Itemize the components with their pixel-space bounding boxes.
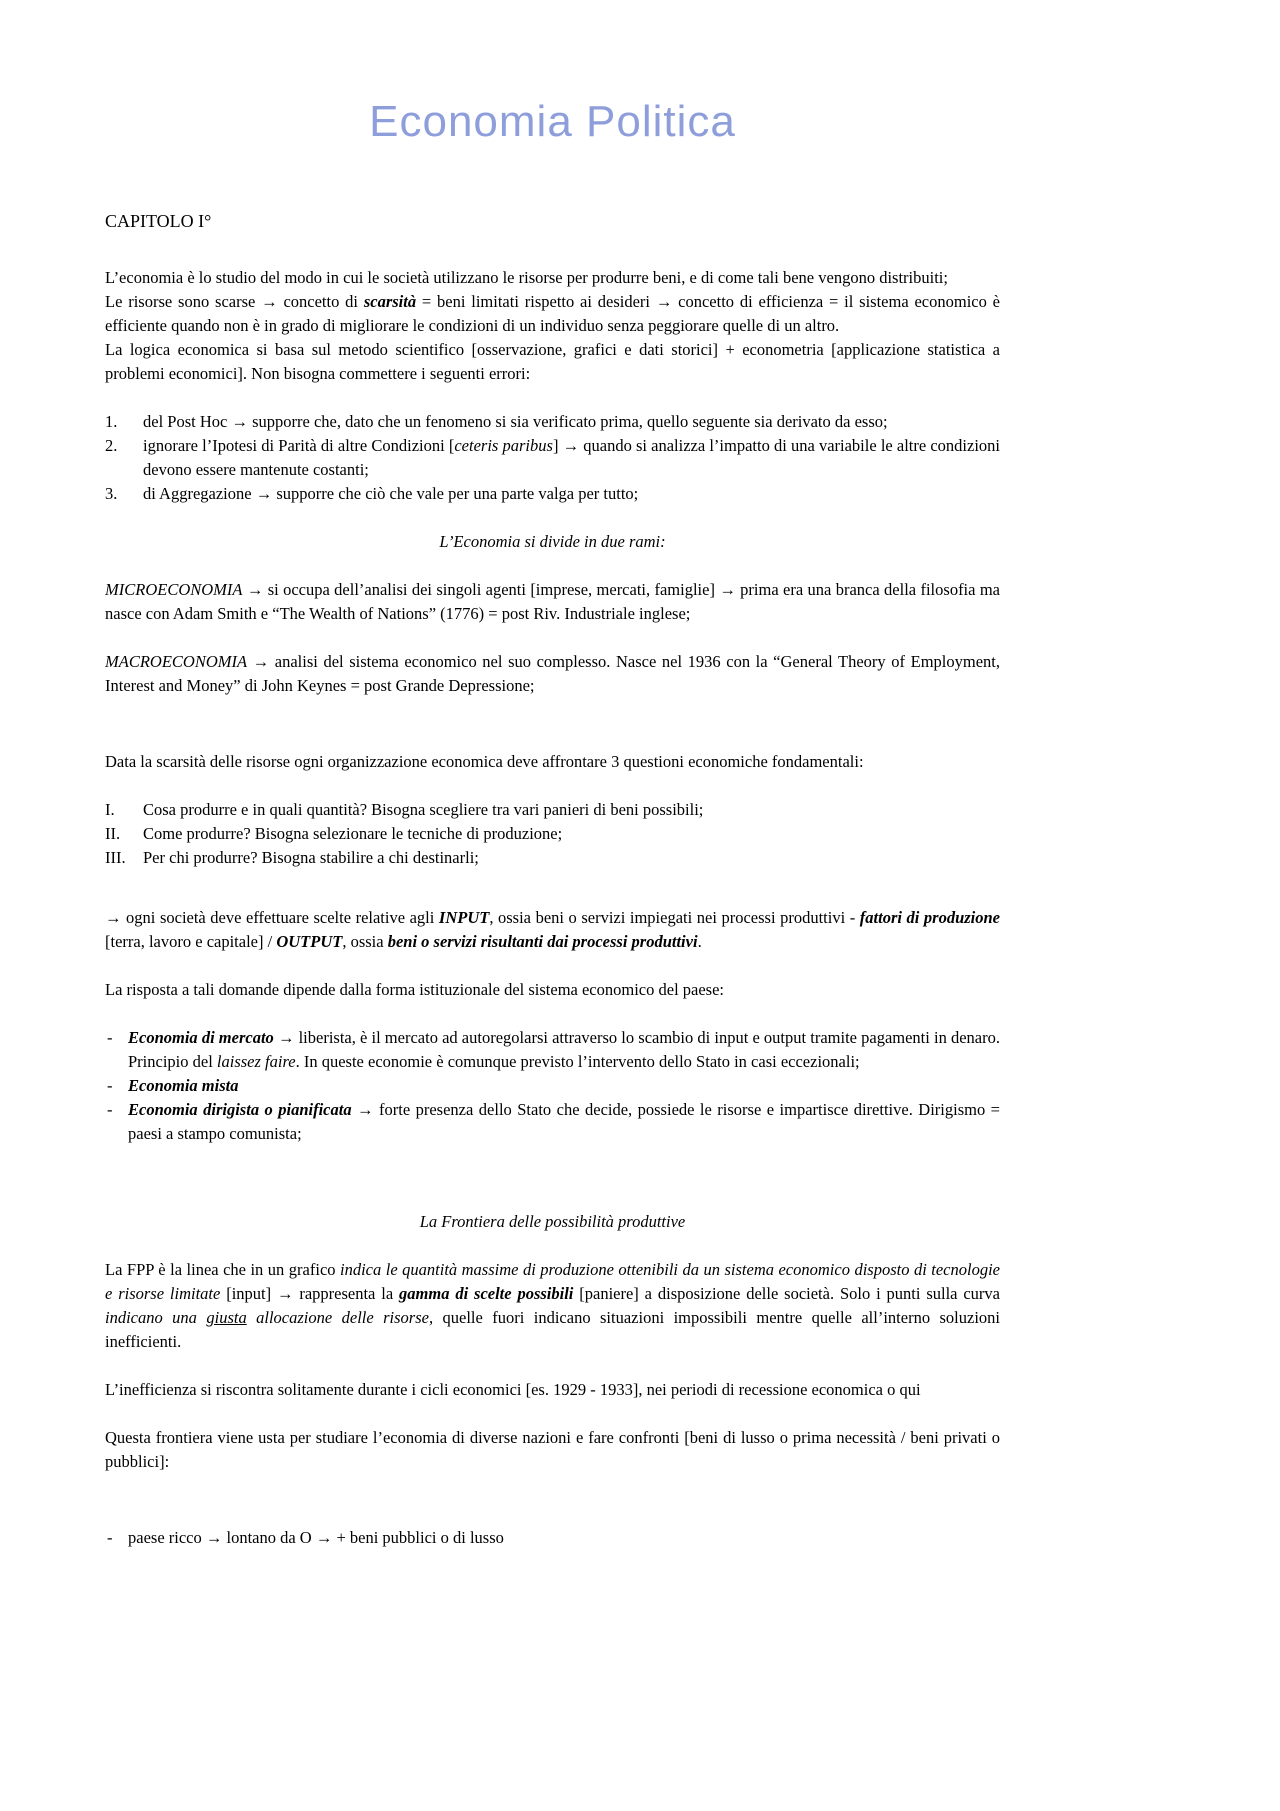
text-run: La FPP è la linea che in un grafico: [105, 1259, 341, 1279]
list-marker: 2.: [105, 435, 118, 455]
error-list-item-1: [105, 410, 1000, 434]
question-item-2: [105, 822, 1000, 846]
text-run: . In queste economie è comunque previsto l’intervento dello Stato in casi eccezionali;: [295, 1051, 860, 1071]
economy-type-item-1: [105, 1026, 1000, 1074]
section-heading-fpp: La Frontiera delle possibilità produttive: [419, 1211, 686, 1231]
emphasis-run: indicano una: [105, 1307, 207, 1327]
text-run: Cosa produrre e in quali quantità? Bisogna scegliere tra vari panieri di beni possibili;: [143, 799, 704, 819]
list-marker: -: [107, 1099, 113, 1119]
list-marker: III.: [105, 847, 126, 867]
fpp-paragraph: [105, 1258, 1000, 1354]
emphasis-run: INPUT: [438, 907, 490, 927]
text-run: , ossia beni o servizi impiegati nei processi produttivi -: [489, 907, 860, 927]
text-run: [input] → rappresenta la: [220, 1283, 400, 1303]
emphasis-run: Economia dirigista o pianificata: [128, 1099, 352, 1119]
emphasis-run: MICROECONOMIA: [105, 579, 243, 599]
microeconomia-paragraph: [105, 578, 1000, 626]
text-run: → liberista, è il mercato ad autoregolarsi attraverso lo scambio di input e output tramite pagamenti in denaro. Principio del: [128, 1027, 1000, 1071]
error-list-item-3: [105, 482, 1000, 506]
list-marker: -: [107, 1027, 113, 1047]
text-run: → si occupa dell’analisi dei singoli agenti [imprese, mercati, famiglie] → prima era una branca della filosofia ma nasce con Adam Smith e “The Wealth of Nations” (1776) = post Riv. Industriale inglese;: [105, 579, 1000, 623]
text-run: Per chi produrre? Bisogna stabilire a chi destinarli;: [143, 847, 479, 867]
list-marker: -: [107, 1075, 113, 1095]
document-title: Economia Politica: [369, 97, 736, 146]
text-run: paese ricco → lontano da O → + beni pubblici o di lusso: [128, 1527, 504, 1547]
text-run: ignorare l’Ipotesi di Parità di altre Condizioni [: [143, 435, 455, 455]
method-paragraph: La logica economica si basa sul metodo scientifico [osservazione, grafici e dati storici] + econometria [applicazione statistica a problemi economici]. Non bisogna commettere i seguenti errori:: [105, 339, 1000, 383]
question-item-1: [105, 798, 1000, 822]
economy-types-list: [105, 1026, 1000, 1146]
text-run: → analisi del sistema economico nel suo complesso. Nasce nel 1936 con la “General Theory of Employment, Interest and Money” di John Keynes = post Grande Depressione;: [105, 651, 1000, 695]
emphasis-run: Economia mista: [128, 1075, 239, 1095]
emphasis-run: allocazione delle risorse: [246, 1307, 429, 1327]
text-run: .: [697, 931, 702, 951]
economy-type-item-3: [105, 1098, 1000, 1146]
emphasis-run: ceteris paribus: [454, 435, 553, 455]
text-run: Le risorse sono scarse → concetto di: [105, 291, 364, 311]
economy-type-item-2: [105, 1074, 1000, 1098]
text-run: del Post Hoc → supporre che, dato che un fenomeno si sia verificato prima, quello seguente sia derivato da esso;: [143, 411, 888, 431]
text-run: Come produrre? Bisogna selezionare le tecniche di produzione;: [143, 823, 563, 843]
emphasis-run: gamma di scelte possibili: [399, 1283, 574, 1303]
underlined-emphasis-run: giusta: [206, 1307, 247, 1327]
list-marker: II.: [105, 823, 121, 843]
input-output-paragraph: [105, 906, 1000, 954]
error-list-item-2: [105, 434, 1000, 482]
text-run: [paniere] a disposizione delle società. Solo i punti sulla curva: [573, 1283, 1001, 1303]
macroeconomia-paragraph: [105, 650, 1000, 698]
text-run: [terra, lavoro e capitale] /: [105, 931, 277, 951]
list-marker: I.: [105, 799, 115, 819]
emphasis-run: Economia di mercato: [128, 1027, 274, 1047]
text-run: , ossia: [342, 931, 388, 951]
text-run: → forte presenza dello Stato che decide, possiede le risorse e impartisce direttive. Dirigismo = paesi a stampo comunista;: [128, 1099, 1000, 1143]
text-run: di Aggregazione → supporre che ciò che vale per una parte valga per tutto;: [143, 483, 639, 503]
emphasis-run: fattori di produzione: [859, 907, 1000, 927]
text-run: = beni limitati rispetto ai desideri → concetto di efficienza = il sistema economico è efficiente quando non è in grado di migliorare le condizioni di un individuo senza peggiorare quelle di un altro.: [105, 291, 1001, 335]
rich-country-item: [105, 1526, 1000, 1550]
chapter-heading: CAPITOLO I°: [105, 210, 212, 231]
intro-paragraph: L’economia è lo studio del modo in cui le società utilizzano le risorse per produrre beni, e di come tali bene vengono distribuiti;: [105, 267, 948, 287]
section-heading-rami: L’Economia si divide in due rami:: [439, 531, 666, 551]
emphasis-run: laissez faire: [216, 1051, 296, 1071]
text-run: ] → quando si analizza l’impatto di una variabile le altre condizioni devono essere mantenute costanti;: [143, 435, 1001, 479]
text-run: , quelle fuori indicano situazioni impossibili mentre quelle all’interno soluzioni inefficienti.: [105, 1307, 1000, 1351]
emphasis-run: scarsità: [363, 291, 417, 311]
emphasis-run: beni o servizi risultanti dai processi produttivi: [387, 931, 698, 951]
system-forms-paragraph: La risposta a tali domande dipende dalla forma istituzionale del sistema economico del paese:: [105, 979, 724, 999]
list-marker: -: [107, 1527, 113, 1547]
comparison-paragraph: Questa frontiera viene usta per studiare l’economia di diverse nazioni e fare confronti [beni di lusso o prima necessità / beni privati o pubblici]:: [105, 1427, 1000, 1471]
emphasis-run: OUTPUT: [276, 931, 343, 951]
questions-list: [105, 798, 1000, 870]
inefficiency-paragraph: L’inefficienza si riscontra solitamente durante i cicli economici [es. 1929 - 1933], nei periodi di recessione economica o qui: [105, 1379, 921, 1399]
list-marker: 3.: [105, 483, 118, 503]
errors-list: [105, 410, 1000, 506]
text-run: → ogni società deve effettuare scelte relative agli: [105, 907, 439, 927]
question-item-3: [105, 846, 1000, 870]
questions-intro-paragraph: Data la scarsità delle risorse ogni organizzazione economica deve affrontare 3 questioni economiche fondamentali:: [105, 751, 864, 771]
emphasis-run: MACROECONOMIA: [105, 651, 248, 671]
scarcity-paragraph: [105, 290, 1000, 338]
list-marker: 1.: [105, 411, 118, 431]
emphasis-run: indica le quantità massime di produzione ottenibili da un sistema economico disposto di tecnologie e risorse limitate: [105, 1259, 1000, 1303]
